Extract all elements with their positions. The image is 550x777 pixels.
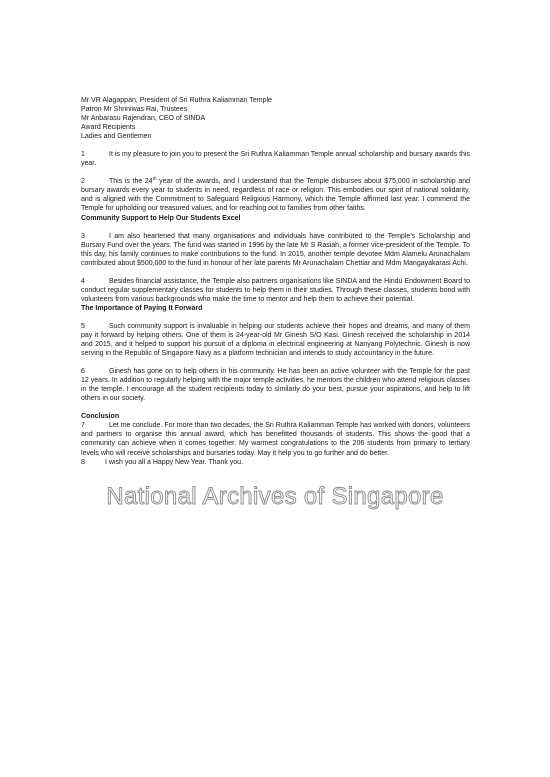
paragraph-text: This is the 24 — [109, 178, 153, 186]
paragraph-text: It is my pleasure to join you to present the Sri Ruthra Kaliamman Temple annual scholarship and bursary awards this year. — [81, 151, 470, 168]
salutation-line: Mr Anbarasu Rajendran, CEO of SINDA — [81, 115, 206, 123]
salutation-line: Award Recipients — [81, 124, 136, 132]
paragraph-text: I wish you all a Happy New Year. Thank you. — [105, 458, 244, 466]
paragraph-text: I am also heartened that many organisations and individuals have contributed to the Temple’s Scholarship and Bursary Fund over the years. The fund was started in 1996 by the late Mr S Rasiah, a former vice-president of the Temple. To this day, his family continues to make contributions to the fund. In 2015, another temple devotee Mdm Alamelu Arunachalam contributed about $500,000 to the fund in honour of her late parents Mr Arunachalam Chettiar and Mdm Mangayakarasi Achi. — [81, 232, 470, 267]
paragraph-number: 4 — [81, 277, 85, 285]
paragraph-7 — [81, 421, 470, 457]
paragraph-text: Let me conclude. For more than two decades, the Sri Ruthra Kaliamman Temple has worked with donors, volunteers and partners to organise this annual award, which has benefitted thousands of students. This shows the good that a community can achieve when it comes together. My warmest congratulations to the 206 students from primary to tertiary levels who will receive scholarships and bursaries today. May it help you to go further and do better. — [81, 422, 470, 457]
paragraph-number: 5 — [81, 322, 85, 330]
paragraph-number: 7 — [81, 422, 85, 430]
paragraph-number: 1 — [81, 151, 85, 159]
paragraph-number: 3 — [81, 232, 85, 240]
paragraph-4 — [81, 277, 470, 304]
paragraph-text: Besides financial assistance, the Temple also partners organisations like SINDA and the Hindu Endowment Board to conduct regular supplementary classes for students to help them in their studies. Through these classes, students bond with volunteers from various backgrounds who make the time to mentor and help them to achieve their potential. — [81, 277, 470, 303]
paragraph-8 — [81, 458, 470, 467]
ordinal-suffix: th — [152, 176, 157, 182]
paragraph-number: 8 — [81, 458, 85, 466]
paragraph-text: Ginesh has gone on to help others in his community. He has been an active volunteer with the Temple for the past 12 years. In addition to regularly helping with the major temple activities, he mentors the children who attend religious classes in the temple. I encourage all the student recipients today to similarly do your best, pursue your aspirations, and help to lift others in our society. — [81, 368, 470, 403]
archive-watermark: National Archives of Singapore — [106, 483, 444, 510]
paragraph-1 — [81, 150, 470, 168]
paragraph-text: year of the awards, and I understand that the Temple disburses about $75,000 in scholarship and bursary awards every year to students in need, regardless of race or religion. This embodies our spirit of national solidarity, and is aligned with the Commitment to Safeguard Religious Harmony, which the Temple affirmed last year. I commend the Temple for upholding our treasured values, and for reaching out to families from other faiths. — [81, 178, 470, 213]
paragraph-text: Such community support is invaluable in helping our students achieve their hopes and dreams, and many of them pay it forward by helping others. One of them is 24-year-old Mr Ginesh S/O Kasi. Ginesh received the scholarship in 2014 and 2015, and it helped to support his pursuit of a diploma in electrical engineering at Nanyang Polytechnic. Ginesh is now serving in the Republic of Singapore Navy as a platform technician and intends to study accountancy in the future. — [81, 322, 470, 358]
paragraph-6 — [81, 367, 470, 403]
section-heading: Community Support to Help Our Students Excel — [81, 214, 241, 222]
section-heading: Conclusion — [81, 413, 120, 421]
speech-document — [81, 96, 470, 467]
paragraph-5 — [81, 322, 470, 358]
paragraph-2 — [81, 177, 470, 213]
paragraph-number: 2 — [81, 178, 85, 186]
salutation-line: Ladies and Gentlemen — [81, 133, 152, 141]
salutation-line: Patron Mr Shriniwas Rai, Trustees — [81, 106, 188, 114]
salutation-block — [81, 96, 470, 141]
paragraph-number: 6 — [81, 368, 85, 376]
section-heading: The Importance of Paying It Forward — [81, 304, 203, 312]
paragraph-3 — [81, 232, 470, 268]
salutation-line: Mr VR Alagappan, President of Sri Ruthra Kaliamman Temple — [81, 97, 272, 104]
